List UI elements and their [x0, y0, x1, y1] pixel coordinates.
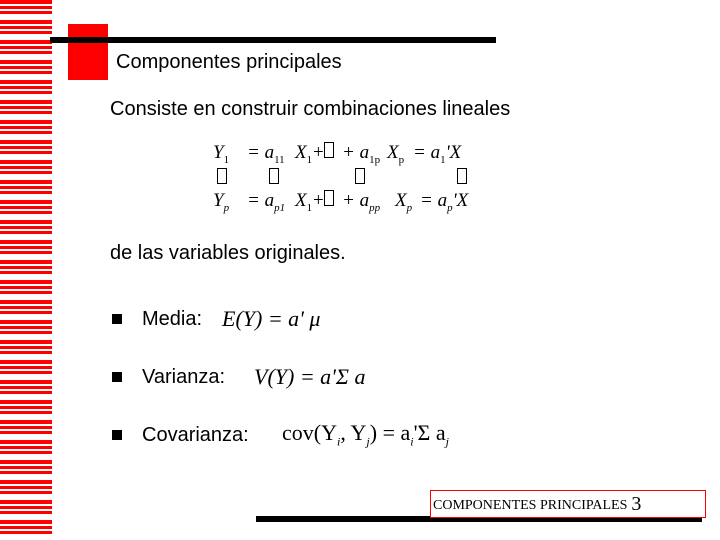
eq-a: + a: [342, 142, 370, 163]
formula-sub: j: [366, 434, 370, 449]
formula-part: cov(Y: [282, 420, 337, 445]
eq-sub: 1: [306, 201, 313, 214]
formula-media: E(Y) = a' μ: [222, 306, 321, 331]
placeholder-glyph-icon: [217, 168, 227, 184]
eq-a: = a: [420, 190, 448, 211]
eq-sub: pp: [369, 201, 381, 214]
eq-a: + a: [342, 190, 370, 211]
eq-sub: 1: [223, 153, 230, 166]
eq-plus: +: [313, 142, 324, 163]
eq-sub: p1: [274, 201, 286, 214]
eq-x: X: [295, 190, 307, 211]
eq-sub: p: [406, 201, 413, 214]
eq-sub: p: [447, 201, 453, 214]
formula-sub: j: [445, 434, 449, 449]
bullet-marker: [112, 372, 122, 382]
eq-a: = a: [247, 142, 275, 163]
eq-sub: 11: [274, 153, 285, 166]
eq-x: X: [387, 142, 399, 163]
eq-x: 'X: [445, 142, 462, 163]
placeholder-glyph-icon: [269, 168, 279, 184]
eq-x: X: [395, 190, 407, 211]
formula-varianza: V(Y) = a'Σ a: [254, 364, 366, 389]
placeholder-glyph-icon: [324, 142, 334, 158]
eq-a: = a: [413, 142, 441, 163]
eq-x: 'X: [452, 190, 469, 211]
formula-sub: i: [336, 434, 341, 449]
decorative-stripes: [0, 0, 52, 540]
footer-label: [430, 490, 706, 518]
bullet-marker: [112, 430, 122, 440]
eq-sub: p: [398, 153, 405, 166]
placeholder-glyph-icon: [324, 190, 334, 206]
formula-covarianza: [282, 420, 449, 449]
formula-sub: i: [410, 434, 414, 449]
bullet-marker: [112, 314, 122, 324]
title-rule: [50, 37, 496, 43]
eq-y: Y: [213, 190, 224, 211]
placeholder-glyph-icon: [457, 168, 467, 184]
formula-part: ) = a: [369, 420, 411, 445]
intro-text: Consiste en construir combinaciones lineales: [110, 98, 511, 120]
eq-sub: 1p: [369, 153, 381, 166]
formula-part: 'Σ a: [413, 420, 446, 445]
bullet-label-media: Media:: [142, 308, 203, 330]
eq-sub: 1: [306, 153, 313, 166]
bullet-label-varianza: Varianza:: [142, 366, 226, 388]
outro-text: de las variables originales.: [110, 242, 346, 264]
eq-sub: 1: [440, 153, 446, 166]
bullet-label-covarianza: Covarianza:: [142, 424, 249, 446]
eq-plus: +: [313, 190, 324, 211]
eq-x: X: [295, 142, 307, 163]
eq-a: = a: [247, 190, 275, 211]
footer-text: COMPONENTES PRINCIPALES: [433, 498, 628, 513]
title-accent-block: [68, 24, 108, 80]
linear-combination-equations: [205, 138, 505, 218]
eq-y: Y: [213, 142, 224, 163]
eq-sub: p: [223, 201, 230, 214]
placeholder-glyph-icon: [355, 168, 365, 184]
slide-title: Componentes principales: [108, 44, 438, 80]
formula-part: , Y: [340, 420, 367, 445]
page-number: 3: [631, 493, 642, 515]
